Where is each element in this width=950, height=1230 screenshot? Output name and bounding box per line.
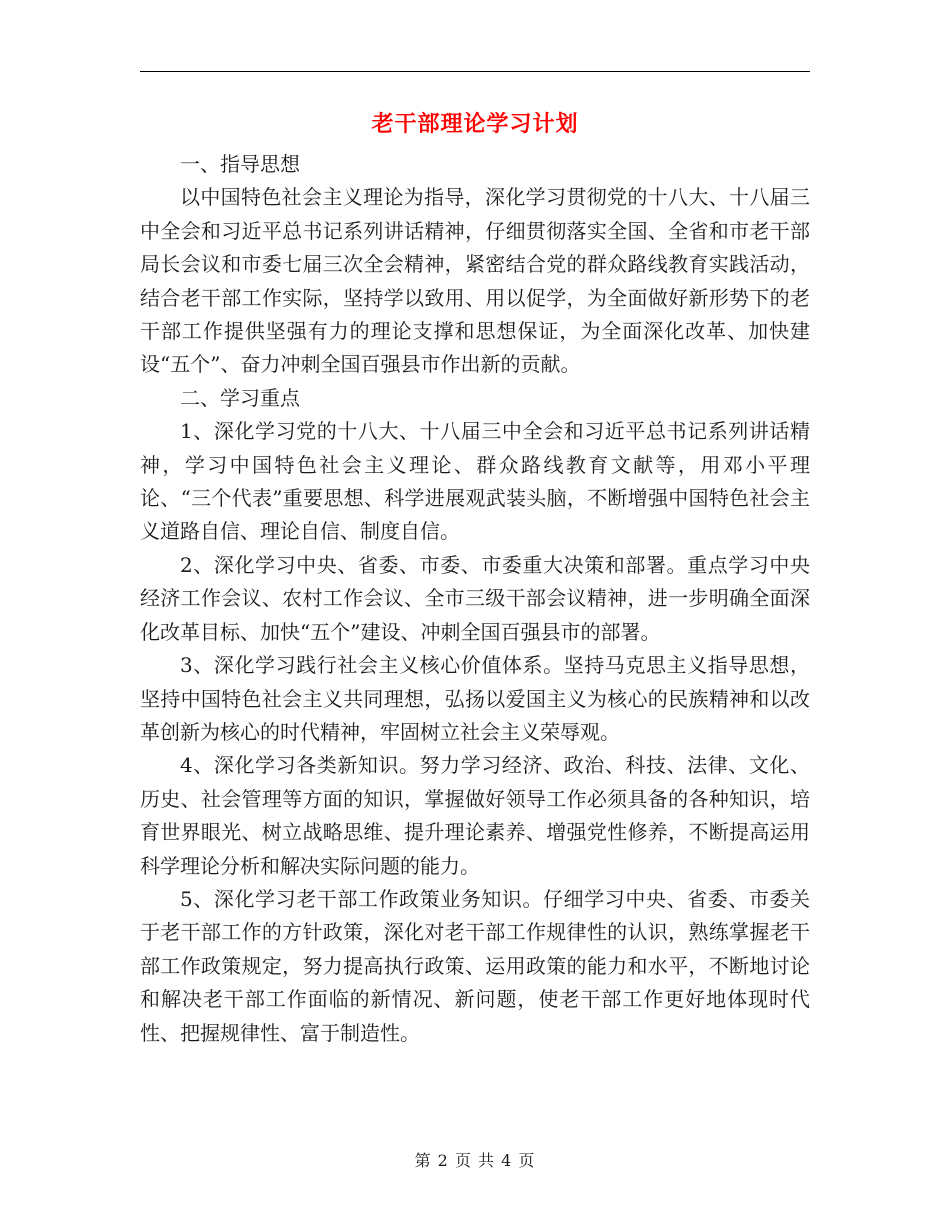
document-body (140, 148, 810, 1050)
paragraph-focus-4: 4、深化学习各类新知识。努力学习经济、政治、科技、法律、文化、历史、社会管理等方面的知识，掌握做好领导工作必须具备的各种知识，培育世界眼光、树立战略思维、提升理论素养、增强党性修养，不断提高运用科学理论分析和解决实际问题的能力。 (140, 753, 810, 878)
document-title: 老干部理论学习计划 (371, 112, 579, 137)
header-rule (140, 71, 810, 72)
paragraph-guiding-ideology: 以中国特色社会主义理论为指导，深化学习贯彻党的十八大、十八届三中全会和习近平总书记系列讲话精神，仔细贯彻落实全国、全省和市老干部局长会议和市委七届三次全会精神，紧密结合党的群众路线教育实践活动，结合老干部工作实际，坚持学以致用、用以促学，为全面做好新形势下的老干部工作提供坚强有力的理论支撑和思想保证，为全面深化改革、加快建设“五个”、奋力冲刺全国百强县市作出新的贡献。 (140, 185, 810, 377)
section-heading-guiding-ideology: 一、指导思想 (180, 152, 300, 176)
paragraph-focus-3: 3、深化学习践行社会主义核心价值体系。坚持马克思主义指导思想，坚持中国特色社会主义共同理想，弘扬以爱国主义为核心的民族精神和以改革创新为核心的时代精神，牢固树立社会主义荣辱观。 (140, 653, 810, 744)
paragraph-focus-1: 1、深化学习党的十八大、十八届三中全会和习近平总书记系列讲话精神，学习中国特色社会主义理论、群众路线教育文献等，用邓小平理论、“三个代表”重要思想、科学进展观武装头脑，不断增强中国特色社会主义道路自信、理论自信、制度自信。 (140, 419, 810, 544)
paragraph-focus-2: 2、深化学习中央、省委、市委、市委重大决策和部署。重点学习中央经济工作会议、农村工作会议、全市三级干部会议精神，进一步明确全面深化改革目标、加快“五个”建设、冲刺全国百强县市的部署。 (140, 552, 810, 644)
page-number-footer: 第 2 页 共 4 页 (414, 1151, 536, 1170)
paragraph-focus-5: 5、深化学习老干部工作政策业务知识。仔细学习中央、省委、市委关于老干部工作的方针政策，深化对老干部工作规律性的认识，熟练掌握老干部工作政策规定，努力提高执行政策、运用政策的能力和水平，不断地讨论和解决老干部工作面临的新情况、新问题，使老干部工作更好地体现时代性、把握规律性、富于制造性。 (140, 886, 810, 1045)
section-heading-study-focus: 二、学习重点 (180, 385, 300, 410)
